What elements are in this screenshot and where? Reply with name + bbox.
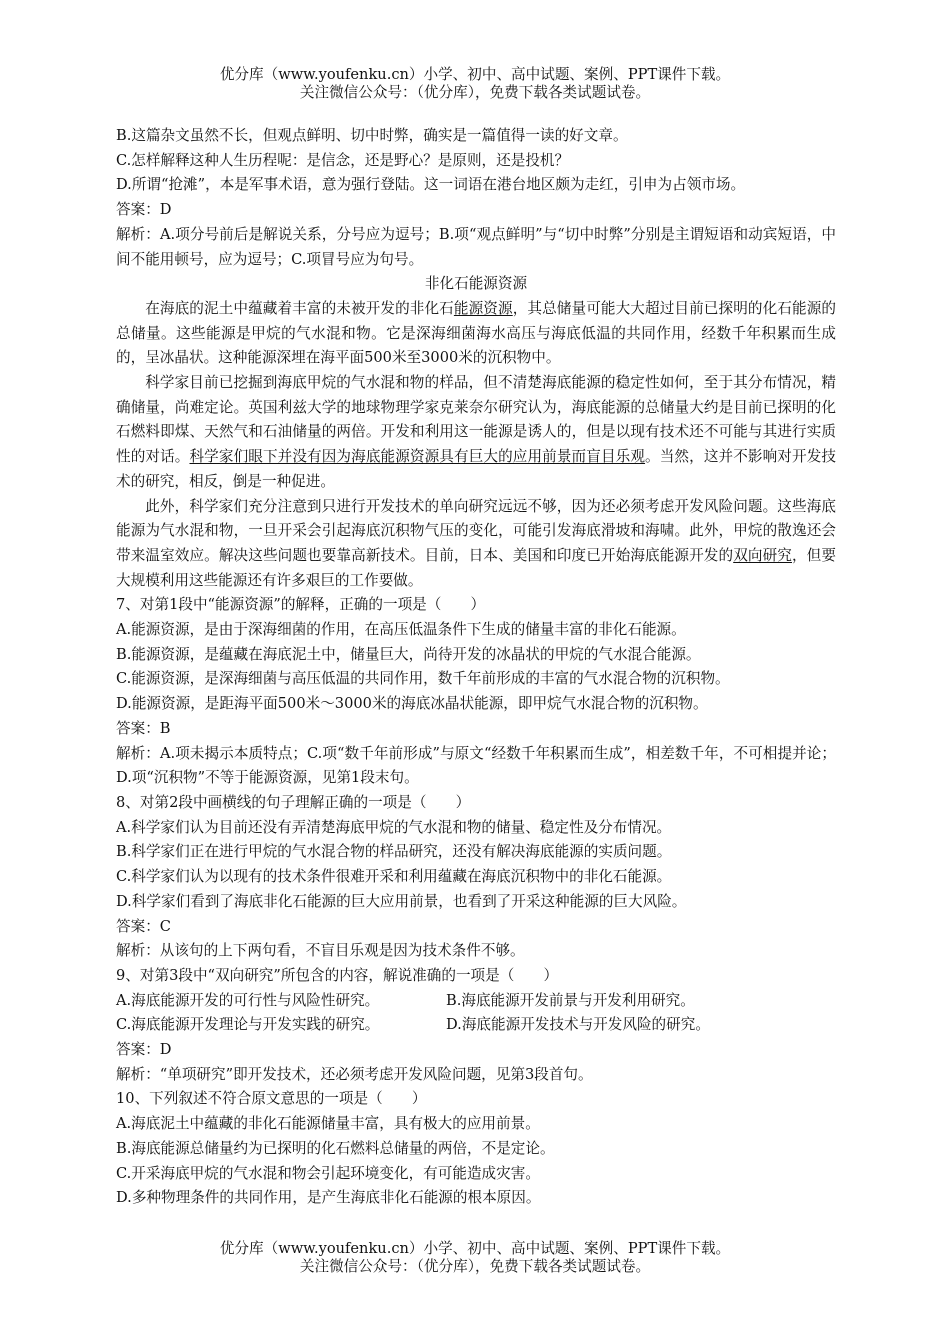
- q8-analysis: 解析：从该句的上下两句看，不盲目乐观是因为技术条件不够。: [116, 942, 525, 960]
- q7-option-d: D.能源资源，是距海平面500米～3000米的海底冰晶状能源，即甲烷气水混合物的沉积物。: [116, 695, 708, 713]
- p2-text-a: 科学家目前已挖掘到海底甲烷的气水混和物的样品，但不清楚海底能源的稳定性如何，至于其分布情况，精确储量，尚难定论。英国利兹大学的地球物理学家克莱奈尔研究认为，海底能源的总储量大约是目前已探明的化石燃料即煤、天然气和石油储量的两倍。开发和利用这一能源是诱人的，但是以现有技术还不可能与其进行实质性的对话。: [116, 374, 836, 466]
- p1-underlined-term: 能源资源: [453, 299, 513, 317]
- prev-analysis: 解析：A.项分号前后是解说关系，分号应为逗号；B.项“观点鲜明”与“切中时弊”分别是主谓短语和动宾短语，中间不能用顿号，应为逗号；C.项冒号应为句号。: [116, 225, 836, 268]
- p3-underlined-term: 双向研究: [733, 546, 792, 564]
- article-title: 非化石能源资源: [424, 275, 528, 293]
- q10-option-d: D.多种物理条件的共同作用，是产生海底非化石能源的根本原因。: [116, 1189, 541, 1207]
- q7-option-b: B.能源资源，是蕴藏在海底泥土中，储量巨大，尚待开发的冰晶状的甲烷的气水混合能源。: [116, 645, 701, 663]
- document-body: [116, 124, 836, 1211]
- p2-underlined-sentence: 科学家们眼下并没有因为海底能源资源具有巨大的应用前景而盲目乐观: [189, 448, 646, 466]
- q8-option-d: D.科学家们看到了海底非化石能源的巨大应用前景，也看到了开采这种能源的巨大风险。: [116, 892, 687, 910]
- q10-option-b: B.海底能源总储量约为已探明的化石燃料总储量的两倍，不是定论。: [116, 1139, 555, 1157]
- q8-option-a: A.科学家们认为目前还没有弄清楚海底甲烷的气水混和物的储量、稳定性及分布情况。: [116, 818, 672, 836]
- q7-answer: 答案：B: [116, 719, 171, 737]
- prev-answer: 答案：D: [116, 201, 172, 219]
- q9-option-b: B.海底能源开发前景与开发利用研究。: [446, 991, 695, 1009]
- q7-option-a: A.能源资源，是由于深海细菌的作用，在高压低温条件下生成的储量丰富的非化石能源。: [116, 621, 686, 639]
- p2-text-b: 。当然，这并不影响对开发技术的研究，相反，倒是一种促进。: [116, 448, 836, 490]
- article-paragraph-2: [116, 371, 836, 495]
- prev-option-c: C.怎样解释这种人生历程呢：是信念，还是野心？是原则，还是投机？: [116, 151, 570, 169]
- q7-stem: 7、对第1段中“能源资源”的解释，正确的一项是（ ）: [116, 596, 486, 614]
- q10-stem: 10、下列叙述不符合原文意思的一项是（ ）: [116, 1090, 427, 1108]
- header-line-2: 关注微信公众号：（优分库），免费下载各类试题试卷。: [299, 84, 651, 101]
- q7-analysis: 解析：A.项未揭示本质特点；C.项“数千年前形成”与原文“经数千年积累而生成”，相差数千年，不可相提并论；D.项“沉积物”不等于能源资源，见第1段末句。: [116, 744, 836, 787]
- prev-option-d: D.所谓“抢滩”，本是军事术语，意为强行登陆。这一词语在港台地区颇为走红，引申为占领市场。: [116, 176, 746, 194]
- footer-line-2: 关注微信公众号：（优分库），免费下载各类试题试卷。: [299, 1258, 651, 1275]
- q10-option-a: A.海底泥土中蕴藏的非化石能源储量丰富，具有极大的应用前景。: [116, 1115, 540, 1133]
- q9-options-row-1: [116, 989, 836, 1014]
- q9-stem: 9、对第3段中“双向研究”所包含的内容，解说准确的一项是（ ）: [116, 966, 559, 984]
- q7-option-c: C.能源资源，是深海细菌与高压低温的共同作用，数千年前形成的丰富的气水混合物的沉积物。: [116, 670, 730, 688]
- q9-analysis: 解析：“单项研究”即开发技术，还必须考虑开发风险问题，见第3段首句。: [116, 1065, 593, 1083]
- p3-text-a: 此外，科学家们充分注意到只进行开发技术的单向研究远远不够，因为还必须考虑开发风险问题。这些海底能源为气水混和物，一旦开采会引起海底沉积物气压的变化，可能引发海底滑坡和海啸。此外，甲烷的散逸还会带来温室效应。解决这些问题也要靠高新技术。目前，日本、美国和印度已开始海底能源开发的: [116, 497, 836, 564]
- p3-text-b: ，但要大规模利用这些能源还有许多艰巨的工作要做。: [116, 546, 836, 589]
- q9-option-d: D.海底能源开发技术与开发风险的研究。: [446, 1016, 710, 1034]
- p1-text-b: ，其总储量可能大大超过目前已探明的化石能源的总储量。这些能源是甲烷的气水混和物。它是深海细菌海水高压与海底低温的共同作用，经数千年积累而生成的，呈冰晶状。这种能源深埋在海平面500米至3000米的沉积物中。: [116, 299, 836, 367]
- page-header: [0, 66, 950, 102]
- q9-answer: 答案：D: [116, 1041, 172, 1059]
- article-paragraph-1: [116, 297, 836, 371]
- q8-option-b: B.科学家们正在进行甲烷的气水混合物的样品研究，还没有解决海底能源的实质问题。: [116, 843, 672, 861]
- q8-stem: 8、对第2段中画横线的句子理解正确的一项是（ ）: [116, 793, 471, 811]
- q8-answer: 答案：C: [116, 917, 171, 935]
- article-paragraph-3: [116, 495, 836, 594]
- q9-options-row-2: [116, 1013, 836, 1038]
- q9-option-c: C.海底能源开发理论与开发实践的研究。: [116, 1016, 380, 1034]
- footer-line-1: 优分库（www.youfenku.cn）小学、初中、高中试题、案例、PPT课件下载。: [219, 1240, 731, 1257]
- q8-option-c: C.科学家们认为以现有的技术条件很难开采和利用蕴藏在海底沉积物中的非化石能源。: [116, 868, 672, 886]
- header-line-1: 优分库（www.youfenku.cn）小学、初中、高中试题、案例、PPT课件下载。: [219, 66, 731, 83]
- q9-option-a: A.海底能源开发的可行性与风险性研究。: [116, 991, 380, 1009]
- q10-option-c: C.开采海底甲烷的气水混和物会引起环境变化，有可能造成灾害。: [116, 1164, 540, 1182]
- prev-option-b: B.这篇杂文虽然不长，但观点鲜明、切中时弊，确实是一篇值得一读的好文章。: [116, 127, 628, 144]
- page-footer: [0, 1240, 950, 1276]
- p1-text-a: 在海底的泥土中蕴藏着丰富的未被开发的非化石: [145, 299, 454, 317]
